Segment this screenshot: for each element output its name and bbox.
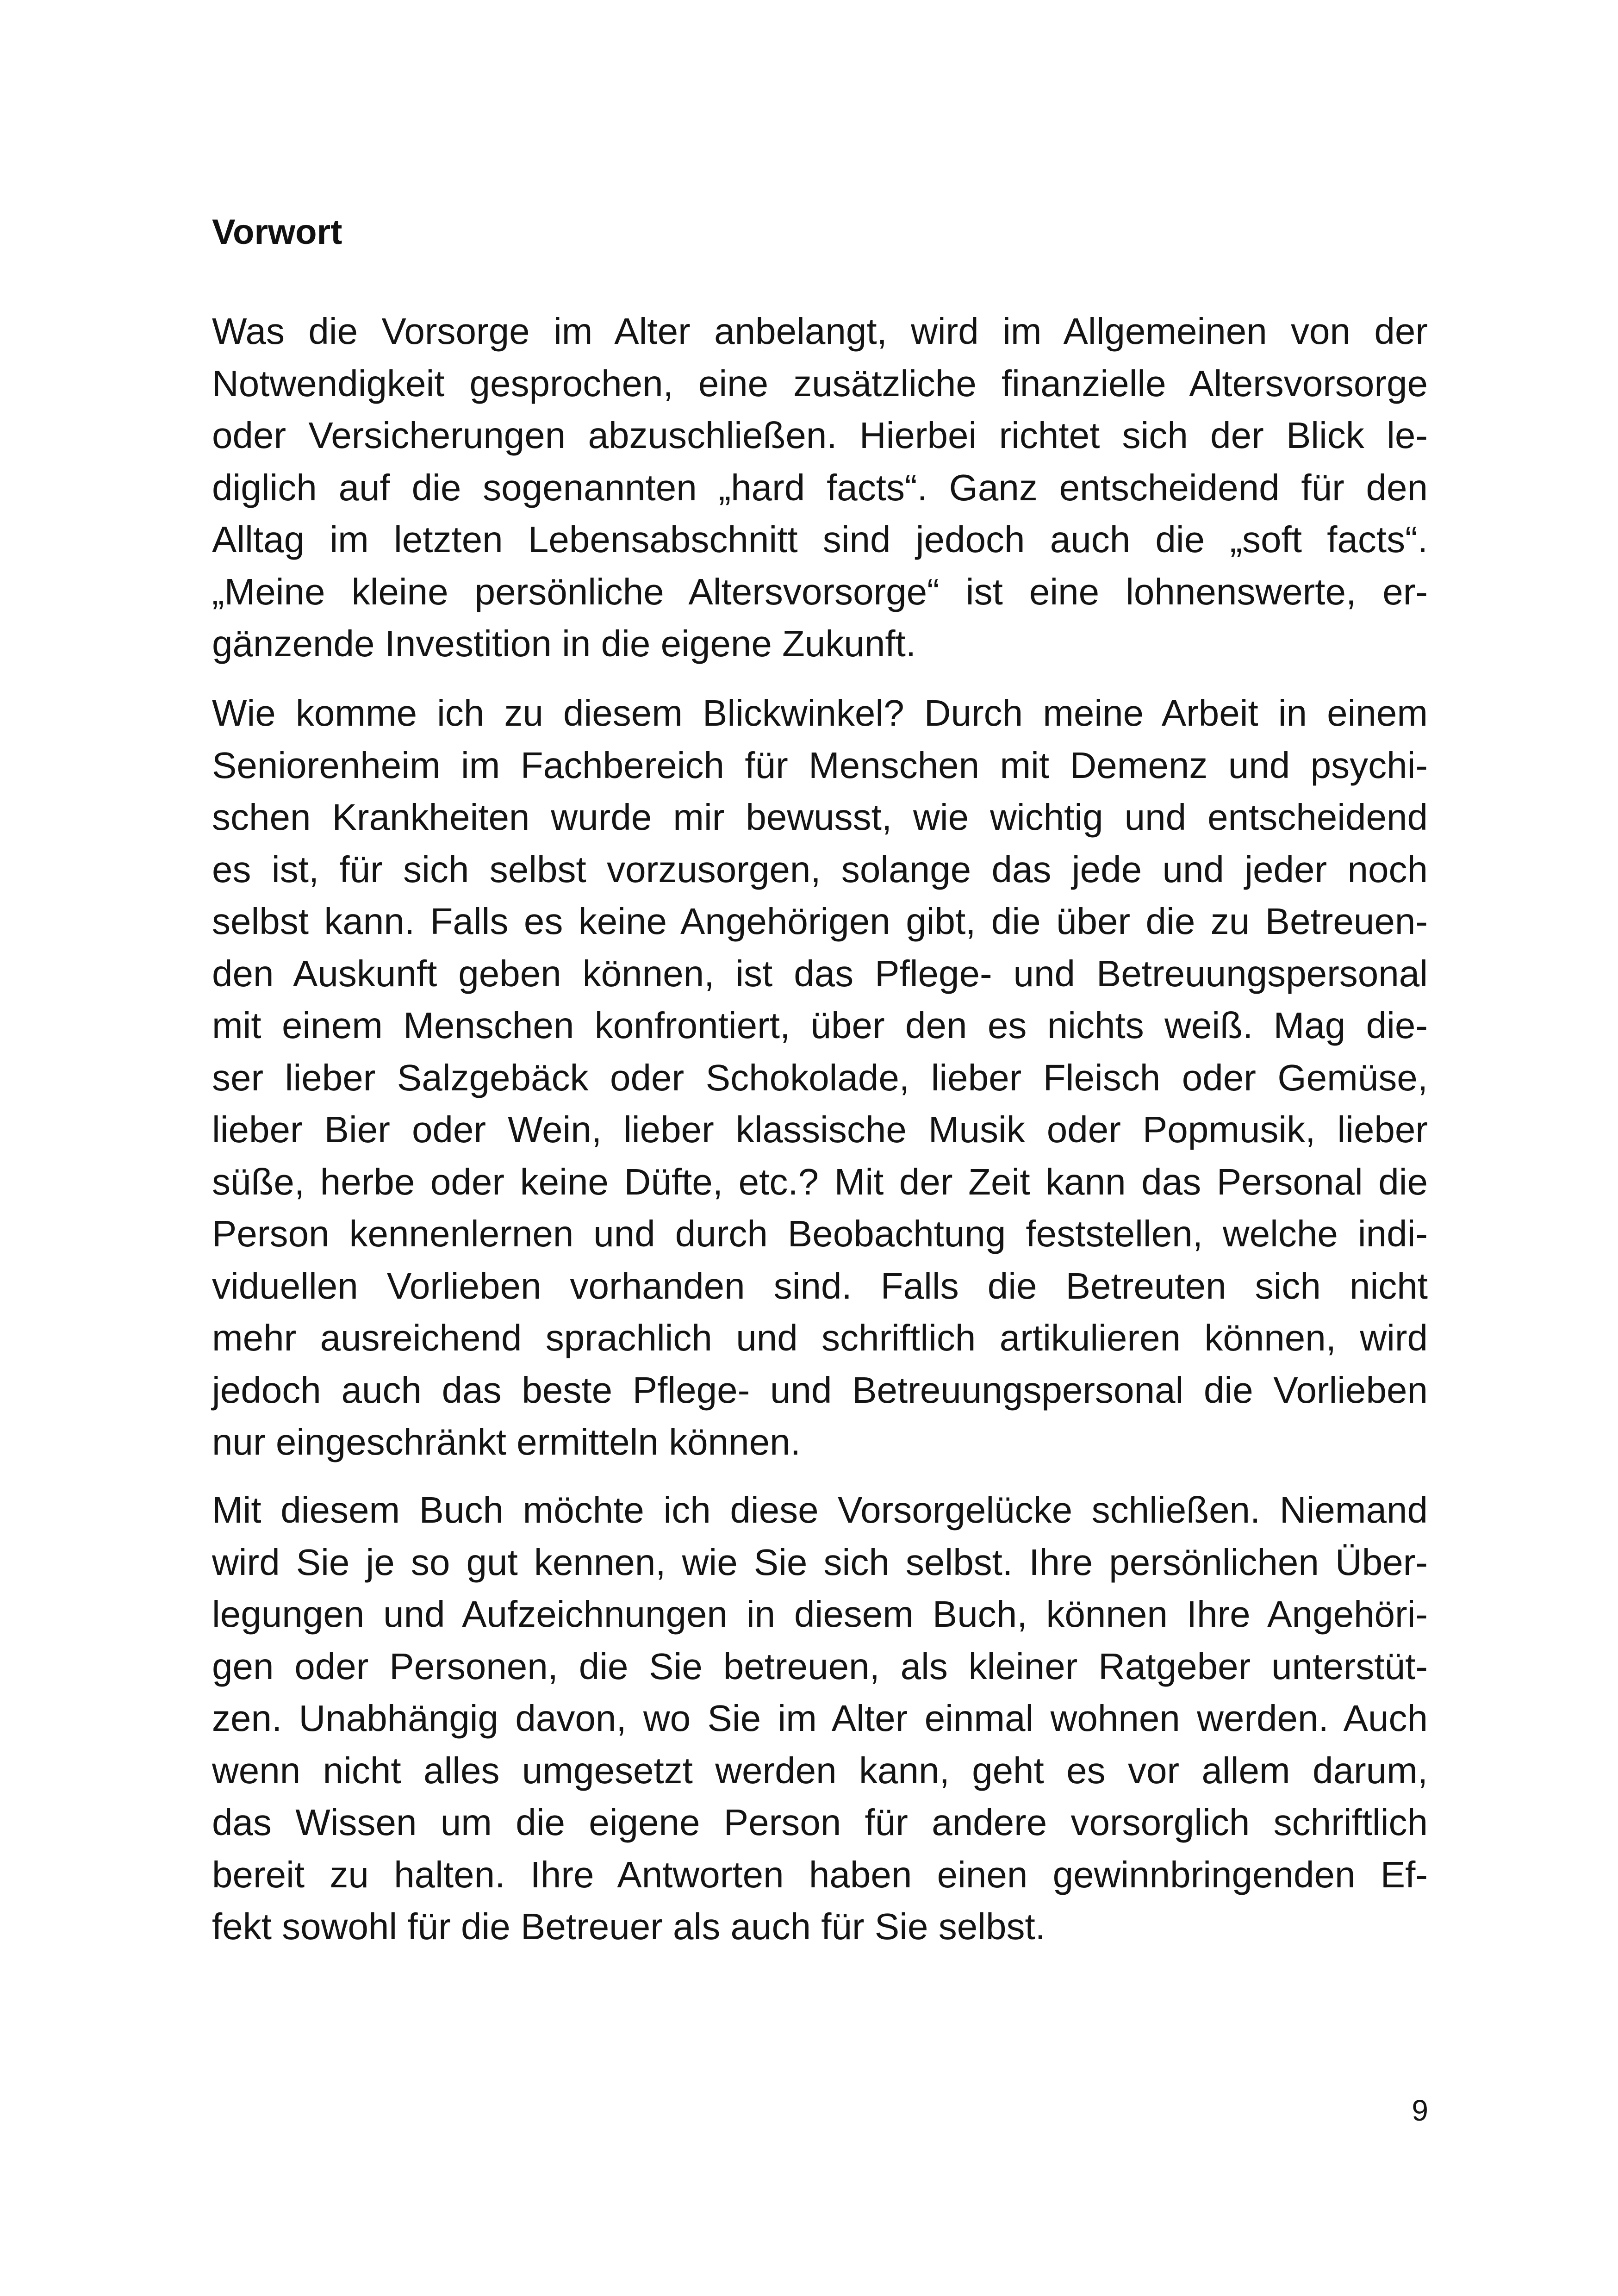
text-line: mehr ausreichend sprachlich und schriftlich artikulieren können, wird [212, 1317, 1428, 1358]
text-line: selbst kann. Falls es keine Angehörigen gibt, die über die zu Betreuen- [212, 901, 1428, 942]
text-line: Notwendigkeit gesprochen, eine zusätzliche finanzielle Altersvorsorge [212, 362, 1428, 404]
section-heading: Vorwort [212, 212, 342, 252]
text-line: Mit diesem Buch möchte ich diese Vorsorgelücke schließen. Niemand [212, 1489, 1428, 1531]
text-line: „Meine kleine persönliche Altersvorsorge“ ist eine lohnenswerte, er- [212, 571, 1428, 612]
text-line: Alltag im letzten Lebensabschnitt sind jedoch auch die „soft facts“. [212, 519, 1428, 560]
page-number: 9 [1412, 2094, 1428, 2127]
text-line: wird Sie je so gut kennen, wie Sie sich selbst. Ihre persönlichen Über- [212, 1541, 1428, 1583]
text-line: viduellen Vorlieben vorhanden sind. Falls die Betreuten sich nicht [212, 1265, 1428, 1307]
text-line: gen oder Personen, die Sie betreuen, als kleiner Ratgeber unterstüt- [212, 1645, 1428, 1687]
text-line: wenn nicht alles umgesetzt werden kann, geht es vor allem darum, [212, 1749, 1428, 1791]
text-line: schen Krankheiten wurde mir bewusst, wie wichtig und entscheidend [212, 796, 1428, 838]
text-line: ser lieber Salzgebäck oder Schokolade, lieber Fleisch oder Gemüse, [212, 1057, 1428, 1098]
text-line: es ist, für sich selbst vorzusorgen, solange das jede und jeder noch [212, 848, 1428, 890]
text-line: mit einem Menschen konfrontiert, über den es nichts weiß. Mag die- [212, 1005, 1428, 1046]
text-line: legungen und Aufzeichnungen in diesem Buch, können Ihre Angehöri- [212, 1593, 1428, 1635]
text-line: oder Versicherungen abzuschließen. Hierbei richtet sich der Blick le- [212, 415, 1428, 456]
text-line: den Auskunft geben können, ist das Pflege- und Betreuungspersonal [212, 952, 1428, 994]
text-line: lieber Bier oder Wein, lieber klassische Musik oder Popmusik, lieber [212, 1109, 1428, 1150]
text-line: Seniorenheim im Fachbereich für Menschen mit Demenz und psychi- [212, 744, 1428, 786]
text-line: bereit zu halten. Ihre Antworten haben einen gewinnbringenden Ef- [212, 1854, 1428, 1895]
paragraph-intro [212, 305, 1428, 670]
text-line: nur eingeschränkt ermitteln können. [212, 1421, 801, 1462]
text-line: diglich auf die sogenannten „hard facts“. Ganz entscheidend für den [212, 467, 1428, 508]
text-line: das Wissen um die eigene Person für andere vorsorglich schriftlich [212, 1802, 1428, 1843]
text-line: fekt sowohl für die Betreuer als auch für Sie selbst. [212, 1906, 1045, 1947]
text-line: süße, herbe oder keine Düfte, etc.? Mit der Zeit kann das Personal die [212, 1161, 1428, 1202]
paragraph-purpose [212, 1484, 1428, 1953]
text-line: zen. Unabhängig davon, wo Sie im Alter einmal wohnen werden. Auch [212, 1698, 1428, 1739]
text-line: Wie komme ich zu diesem Blickwinkel? Durch meine Arbeit in einem [212, 692, 1428, 734]
text-line: jedoch auch das beste Pflege- und Betreuungspersonal die Vorlieben [212, 1369, 1428, 1411]
text-line: Person kennenlernen und durch Beobachtung feststellen, welche indi- [212, 1213, 1428, 1254]
paragraph-perspective [212, 687, 1428, 1468]
text-line: gänzende Investition in die eigene Zukunft. [212, 623, 916, 664]
text-line: Was die Vorsorge im Alter anbelangt, wird im Allgemeinen von der [212, 311, 1428, 352]
